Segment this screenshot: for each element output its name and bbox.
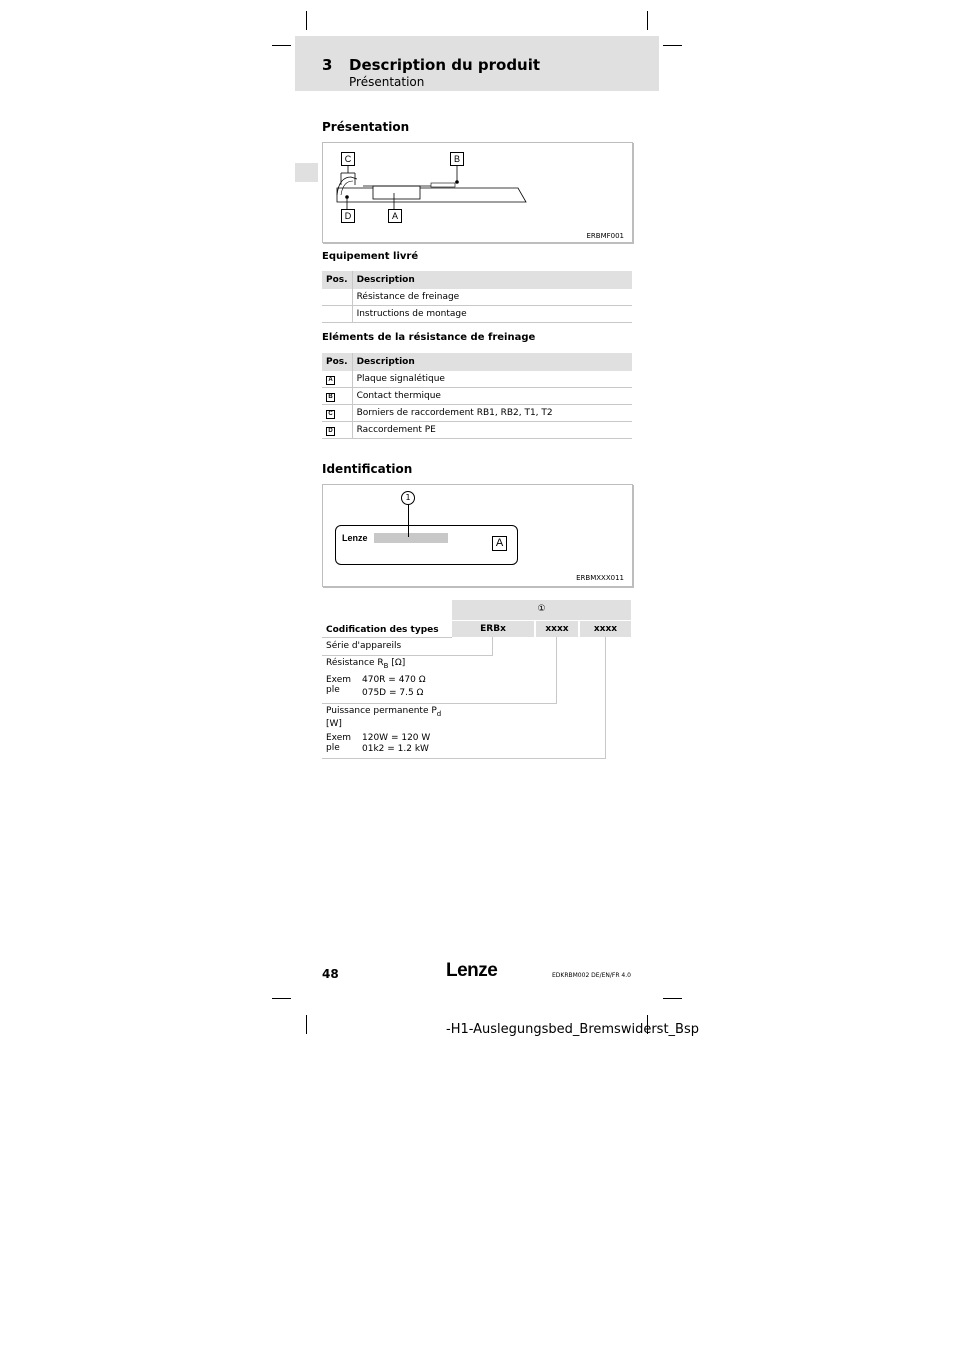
table-cell: Plaque signalétique xyxy=(352,371,632,388)
nameplate xyxy=(335,525,518,565)
bracket-line xyxy=(322,655,493,656)
crop-mark xyxy=(647,11,648,30)
resistance-example: 470R = 470 Ω xyxy=(362,675,426,685)
delivered-heading: Equipement livré xyxy=(322,251,419,262)
table-row xyxy=(322,422,632,439)
example-label-line: Exem xyxy=(326,733,352,743)
bracket-line xyxy=(605,637,606,759)
table-cell: Contact thermique xyxy=(352,388,632,405)
table-row xyxy=(322,306,632,323)
callout-leader-line xyxy=(408,504,409,537)
figure-code: ERBMF001 xyxy=(586,232,624,240)
table-row xyxy=(322,289,632,306)
table-header-row xyxy=(322,353,632,371)
callout-c: C xyxy=(341,152,355,166)
table-row xyxy=(322,371,632,388)
brake-resistor-drawing xyxy=(323,143,632,242)
crop-mark xyxy=(306,11,307,30)
resistance-unit: [Ω] xyxy=(391,658,406,668)
power-subscript: d xyxy=(436,709,442,718)
page-number: 48 xyxy=(322,967,339,981)
table-cell: Résistance de freinage xyxy=(352,289,632,306)
table-row xyxy=(322,388,632,405)
callout-circle-1: 1 xyxy=(401,491,415,505)
code-resistance: xxxx xyxy=(545,624,569,634)
example-label-line: Exem xyxy=(326,675,352,685)
code-power: xxxx xyxy=(593,624,618,634)
table-cell xyxy=(322,405,352,422)
table-cell: Raccordement PE xyxy=(352,422,632,439)
crop-mark xyxy=(663,45,682,46)
column-header: Description xyxy=(352,353,632,371)
elements-table xyxy=(322,353,632,439)
crop-mark xyxy=(306,1015,307,1034)
example-label-line: ple xyxy=(326,743,340,753)
example-label xyxy=(326,675,351,695)
chapter-title: Description du produit xyxy=(349,56,541,74)
bracket-line xyxy=(322,758,606,759)
bracket-line xyxy=(322,703,557,704)
resistance-subscript: B xyxy=(383,661,389,670)
type-code-field xyxy=(374,533,448,543)
bracket-line xyxy=(556,637,557,704)
series-label: Série d'appareils xyxy=(326,641,402,651)
power-example: 01k2 = 1.2 kW xyxy=(362,744,429,754)
plate-label-a: A xyxy=(492,536,507,551)
example-label-line: ple xyxy=(326,685,340,695)
table-cell xyxy=(322,289,352,306)
callout-b: B xyxy=(450,152,464,166)
bracket-line xyxy=(492,637,493,655)
power-example: 120W = 120 W xyxy=(362,733,431,743)
crop-mark xyxy=(663,998,682,999)
table-cell xyxy=(322,422,352,439)
table-cell xyxy=(322,388,352,405)
table-cell: Instructions de montage xyxy=(352,306,632,323)
resistance-example: 075D = 7.5 Ω xyxy=(362,688,424,698)
table-cell: Borniers de raccordement RB1, RB2, T1, T2 xyxy=(352,405,632,422)
resistance-label xyxy=(326,658,405,670)
callout-d: D xyxy=(341,209,355,223)
identification-figure xyxy=(322,484,633,587)
example-label xyxy=(326,733,351,753)
column-header: Description xyxy=(352,271,632,289)
position-key: A xyxy=(326,376,335,385)
position-key: B xyxy=(326,393,335,402)
table-cell xyxy=(322,371,352,388)
chapter-subtitle: Présentation xyxy=(349,75,425,89)
delivered-table xyxy=(322,271,632,323)
identification-heading: Identification xyxy=(322,462,413,476)
table-header-row xyxy=(322,271,632,289)
power-unit: [W] xyxy=(326,718,342,729)
presentation-heading: Présentation xyxy=(322,120,410,134)
position-key: C xyxy=(326,410,335,419)
divider xyxy=(322,637,452,638)
document-reference: EDKRBM002 DE/EN/FR 4.0 xyxy=(552,972,631,979)
presentation-figure xyxy=(322,142,633,243)
position-key: D xyxy=(326,427,335,436)
figure-code: ERBMXXX011 xyxy=(576,574,624,582)
elements-heading: Eléments de la résistance de freinage xyxy=(322,332,536,343)
code-series: ERBx xyxy=(480,624,506,634)
lenze-logo: Lenze xyxy=(446,960,498,981)
column-header: Pos. xyxy=(322,353,352,371)
crop-mark xyxy=(272,998,291,999)
bottom-label: -H1-Auslegungsbed_Bremswiderst_Bsp xyxy=(446,1022,699,1037)
table-row xyxy=(322,405,632,422)
resistance-label-text: Résistance R xyxy=(326,658,384,668)
chapter-number: 3 xyxy=(322,56,333,74)
crop-mark xyxy=(272,45,291,46)
power-label-text: Puissance permanente P xyxy=(326,706,437,716)
power-label xyxy=(326,706,441,729)
column-header: Pos. xyxy=(322,271,352,289)
type-code-title: Codification des types xyxy=(326,625,439,635)
chapter-tab xyxy=(295,163,318,182)
nameplate-logo: Lenze xyxy=(342,533,368,543)
callout-a: A xyxy=(388,209,402,223)
table-cell xyxy=(322,306,352,323)
type-code-marker: ① xyxy=(537,604,546,614)
